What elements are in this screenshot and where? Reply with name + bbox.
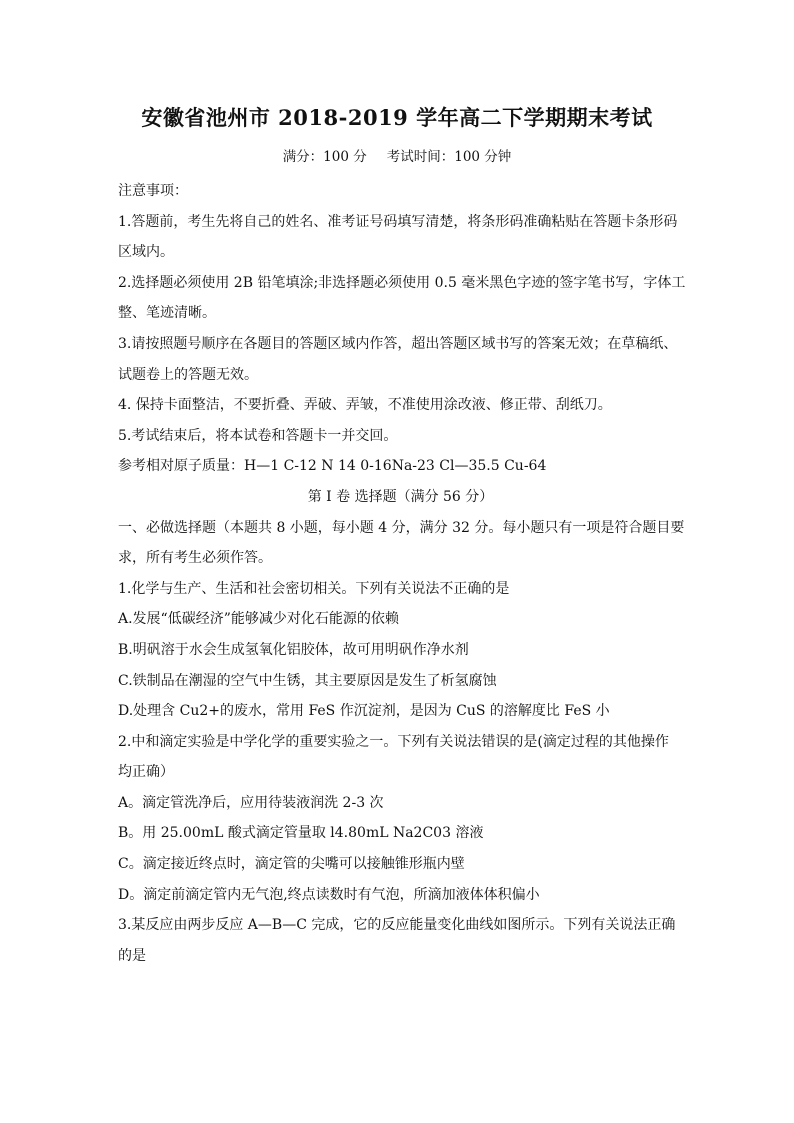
- exam-body: [118, 176, 686, 971]
- note-line: 2.选择题必须使用 2B 铅笔填涂;非选择题必须使用 0.5 毫米黑色字迹的签字笔书写，字体工: [118, 274, 686, 291]
- section-instruction: 一、必做选择题（本题共 8 小题，每小题 4 分，满分 32 分。每小题只有一项是符合题目要: [118, 519, 685, 536]
- question-2-stem: 均正确）: [118, 764, 174, 781]
- question-1-stem: 1.化学与生产、生活和社会密切相关。下列有关说法不正确的是: [118, 580, 510, 597]
- question-2-option-b: B。用 25.00mL 酸式滴定管量取 l4.80mL Na2C03 溶液: [118, 825, 484, 842]
- section-title: 第 I 卷 选择题（满分 56 分）: [307, 488, 494, 505]
- note-line: 3.请按照题号顺序在各题目的答题区域内作答，超出答题区域书写的答案无效；在草稿纸、: [118, 335, 678, 352]
- question-2-stem: 2.中和滴定实验是中学化学的重要实验之一。下列有关说法错误的是(滴定过程的其他操作: [118, 733, 669, 750]
- note-line: 1.答题前，考生先将自己的姓名、准考证号码填写清楚，将条形码准确粘贴在答题卡条形码: [118, 213, 678, 230]
- exam-title: 安徽省池州市 2018-2019 学年高二下学期期末考试: [141, 105, 653, 130]
- note-line: 整、笔迹清晰。: [118, 305, 216, 322]
- question-3-stem: 的是: [118, 947, 146, 964]
- exam-meta: [0, 145, 794, 165]
- note-line: 试题卷上的答题无效。: [118, 366, 258, 383]
- question-2-option-c: C。滴定接近终点时，滴定管的尖嘴可以接触锥形瓶内壁: [118, 856, 465, 873]
- exam-time: 考试时间：100 分钟: [386, 149, 512, 165]
- full-score: 满分：100 分: [282, 149, 367, 165]
- question-3-stem: 3.某反应由两步反应 A—B—C 完成，它的反应能量变化曲线如图所示。下列有关说法正确: [118, 917, 676, 934]
- note-line: 4. 保持卡面整洁，不要折叠、弄破、弄皱，不准使用涂改液、修正带、刮纸刀。: [118, 397, 612, 414]
- question-1-option-c: C.铁制品在潮湿的空气中生锈，其主要原因是发生了析氢腐蚀: [118, 672, 497, 689]
- notes-heading: 注意事项：: [118, 183, 188, 199]
- section-instruction: 求，所有考生必须作答。: [118, 550, 272, 567]
- question-1-option-d: D.处理含 Cu2+的废水，常用 FeS 作沉淀剂，是因为 CuS 的溶解度比 FeS 小: [118, 703, 610, 720]
- note-line: 区域内。: [118, 244, 174, 261]
- question-2-option-d: D。滴定前滴定管内无气泡,终点读数时有气泡，所滴加液体体积偏小: [118, 886, 540, 903]
- question-1-option-b: B.明矾溶于水会生成氢氧化铝胶体，故可用明矾作净水剂: [118, 641, 469, 658]
- note-line: 5.考试结束后，将本试卷和答题卡一并交回。: [118, 427, 398, 444]
- atomic-mass-reference: 参考相对原子质量：H—1 C-12 N 14 0-16Na-23 Cl—35.5 Cu-64: [118, 458, 547, 475]
- question-2-option-a: A。滴定管洗净后，应用待装液润洗 2-3 次: [118, 794, 384, 811]
- question-1-option-a: A.发展“低碳经济”能够减少对化石能源的依赖: [118, 611, 399, 628]
